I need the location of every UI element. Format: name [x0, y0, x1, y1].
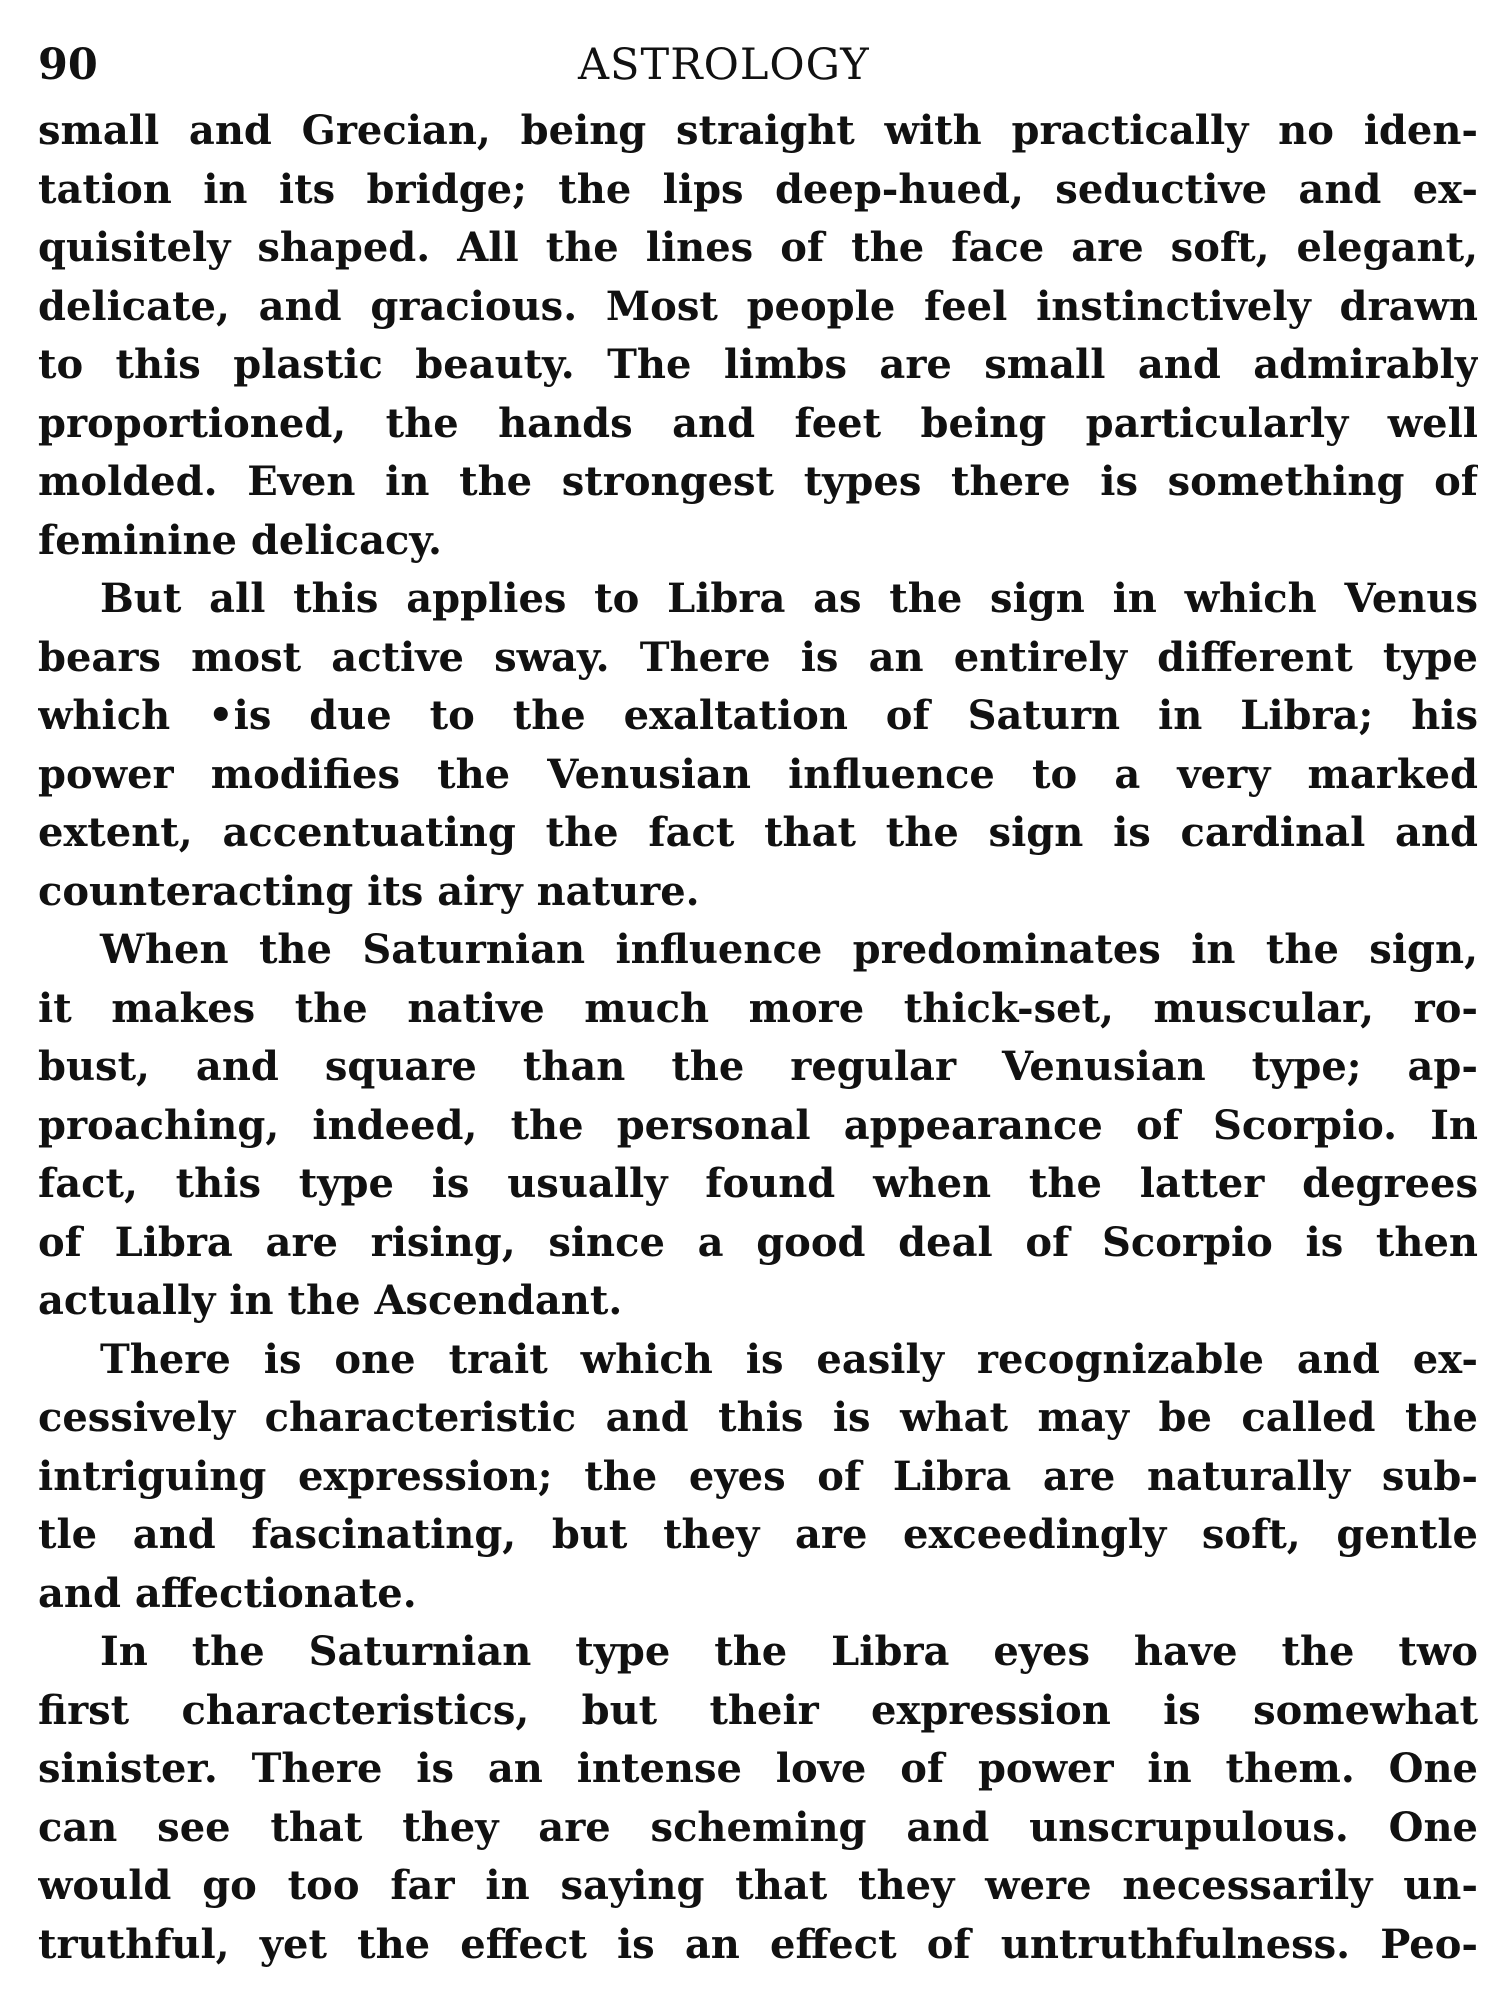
text-line: bust, and square than the regular Venusian type; ap- — [38, 1043, 1478, 1090]
paragraph — [38, 102, 1478, 570]
body-text — [38, 102, 1478, 1974]
paragraph — [38, 570, 1478, 921]
text-line: would go too far in saying that they were necessarily un- — [38, 1862, 1478, 1909]
text-line: When the Saturnian influence predominates in the sign, — [100, 926, 1478, 973]
running-title: ASTROLOGY — [578, 40, 870, 90]
text-line: quisitely shaped. All the lines of the face are soft, elegant, — [38, 224, 1478, 271]
book-page — [38, 32, 1478, 1982]
text-line: small and Grecian, being straight with practically no iden- — [38, 107, 1478, 154]
paragraph — [38, 1623, 1478, 1974]
text-line: feminine delicacy. — [38, 516, 442, 564]
page-number: 90 — [38, 40, 98, 90]
text-line: proportioned, the hands and feet being particularly well — [38, 399, 1478, 447]
text-line: can see that they are scheming and unscrupulous. One — [38, 1803, 1478, 1851]
text-line: delicate, and gracious. Most people feel instinctively drawn — [38, 282, 1478, 330]
text-line: But all this applies to Libra as the sign in which Venus — [100, 575, 1478, 622]
text-line: counteracting its airy nature. — [38, 867, 700, 915]
text-line: fact, this type is usually found when the latter degrees — [38, 1160, 1478, 1207]
text-line: tation in its bridge; the lips deep-hued, seductive and ex- — [38, 165, 1478, 213]
text-line: which •is due to the exaltation of Saturn in Libra; his — [38, 692, 1478, 739]
text-line: tle and fascinating, but they are exceedingly soft, gentle — [38, 1511, 1478, 1558]
text-line: bears most active sway. There is an entirely different type — [38, 633, 1478, 681]
running-head — [38, 32, 1478, 98]
text-line: proaching, indeed, the personal appearance of Scorpio. In — [38, 1101, 1478, 1149]
text-line: intriguing expression; the eyes of Libra are naturally sub- — [38, 1452, 1478, 1500]
text-line: and affectionate. — [38, 1569, 417, 1617]
text-line: actually in the Ascendant. — [38, 1277, 623, 1324]
text-line: sinister. There is an intense love of power in them. One — [38, 1745, 1478, 1792]
paragraph — [38, 1331, 1478, 1624]
text-line: There is one trait which is easily recognizable and ex- — [100, 1335, 1478, 1383]
text-line: it makes the native much more thick-set, muscular, ro- — [38, 984, 1478, 1032]
text-line: In the Saturnian type the Libra eyes have the two — [100, 1628, 1478, 1675]
text-line: cessively characteristic and this is what may be called the — [38, 1394, 1478, 1441]
text-line: first characteristics, but their expression is somewhat — [38, 1686, 1478, 1734]
text-line: power modifies the Venusian influence to a very marked — [38, 750, 1478, 798]
text-line: extent, accentuating the fact that the sign is cardinal and — [38, 809, 1478, 856]
text-line: to this plastic beauty. The limbs are small and admirably — [38, 341, 1478, 388]
text-line: truthful, yet the effect is an effect of untruthfulness. Peo- — [38, 1920, 1478, 1968]
text-line: molded. Even in the strongest types there is something of — [38, 458, 1478, 505]
text-line: of Libra are rising, since a good deal of Scorpio is then — [38, 1218, 1478, 1266]
paragraph — [38, 921, 1478, 1331]
